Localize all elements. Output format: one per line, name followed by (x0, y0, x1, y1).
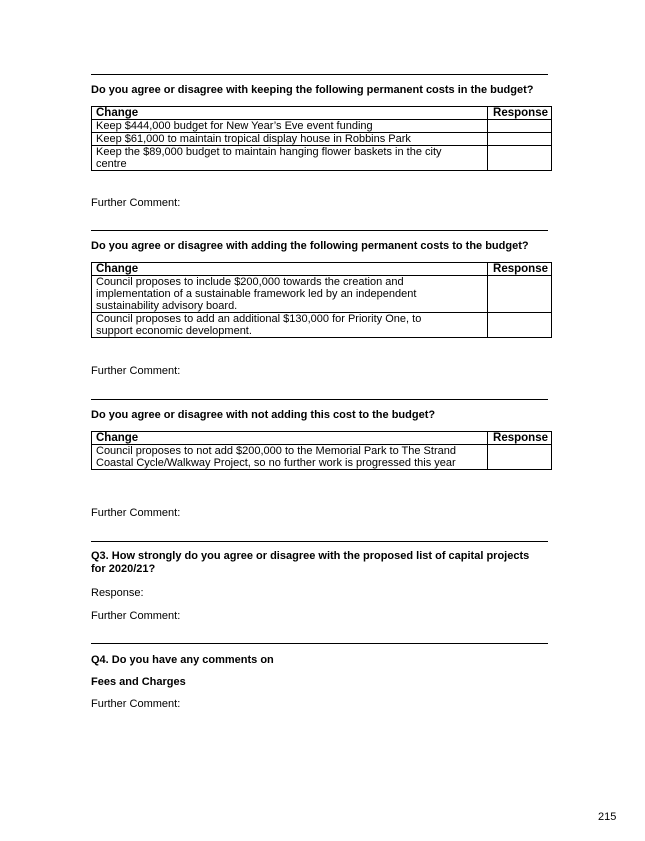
response-cell[interactable] (488, 133, 552, 146)
further-comment-label: Further Comment: (91, 610, 181, 622)
further-comment-label: Further Comment: (91, 365, 181, 377)
section-divider (91, 74, 548, 75)
column-header-change: Change (92, 107, 488, 120)
response-label: Response: (91, 587, 144, 599)
section3-question: Do you agree or disagree with not adding this cost to the budget? (91, 409, 436, 421)
q4-question: Q4. Do you have any comments on (91, 654, 274, 666)
response-cell[interactable] (488, 276, 552, 313)
column-header-change: Change (92, 263, 488, 276)
response-cell[interactable] (488, 146, 552, 171)
table-row (92, 276, 552, 313)
change-cell: Keep $444,000 budget for New Year’s Eve event funding (92, 120, 488, 133)
table-row (92, 120, 552, 133)
section1-question: Do you agree or disagree with keeping the following permanent costs in the budget? (91, 84, 534, 96)
table-row (92, 445, 552, 470)
section-divider (91, 230, 548, 231)
change-cell: Keep $61,000 to maintain tropical display house in Robbins Park (92, 133, 488, 146)
further-comment-label: Further Comment: (91, 698, 181, 710)
change-cell: Council proposes to include $200,000 towards the creation and implementation of a sustainable framework led by an independent sustainability advisory board. (92, 276, 488, 313)
column-header-response: Response (488, 107, 552, 120)
column-header-change: Change (92, 432, 488, 445)
response-cell[interactable] (488, 120, 552, 133)
page-number: 215 (598, 811, 617, 823)
response-cell[interactable] (488, 313, 552, 338)
table-row (92, 133, 552, 146)
table-row (92, 146, 552, 171)
further-comment-label: Further Comment: (91, 507, 181, 519)
section-divider (91, 399, 548, 400)
section1-table (91, 106, 552, 171)
response-cell[interactable] (488, 445, 552, 470)
section2-question: Do you agree or disagree with adding the following permanent costs to the budget? (91, 240, 529, 252)
column-header-response: Response (488, 263, 552, 276)
change-cell: Keep the $89,000 budget to maintain hanging flower baskets in the city centre (92, 146, 488, 171)
change-cell: Council proposes to not add $200,000 to the Memorial Park to The Strand Coastal Cycle/Walkway Project, so no further work is progressed this year (92, 445, 488, 470)
q3-question: Q3. How strongly do you agree or disagree with the proposed list of capital projects for 2020/21? (91, 550, 530, 575)
further-comment-label: Further Comment: (91, 197, 181, 209)
column-header-response: Response (488, 432, 552, 445)
table-row (92, 313, 552, 338)
change-cell: Council proposes to add an additional $130,000 for Priority One, to support economic development. (92, 313, 488, 338)
section-divider (91, 541, 548, 542)
section3-table (91, 431, 552, 470)
section-divider (91, 643, 548, 644)
q4-subheading: Fees and Charges (91, 676, 186, 688)
section2-table (91, 262, 552, 338)
